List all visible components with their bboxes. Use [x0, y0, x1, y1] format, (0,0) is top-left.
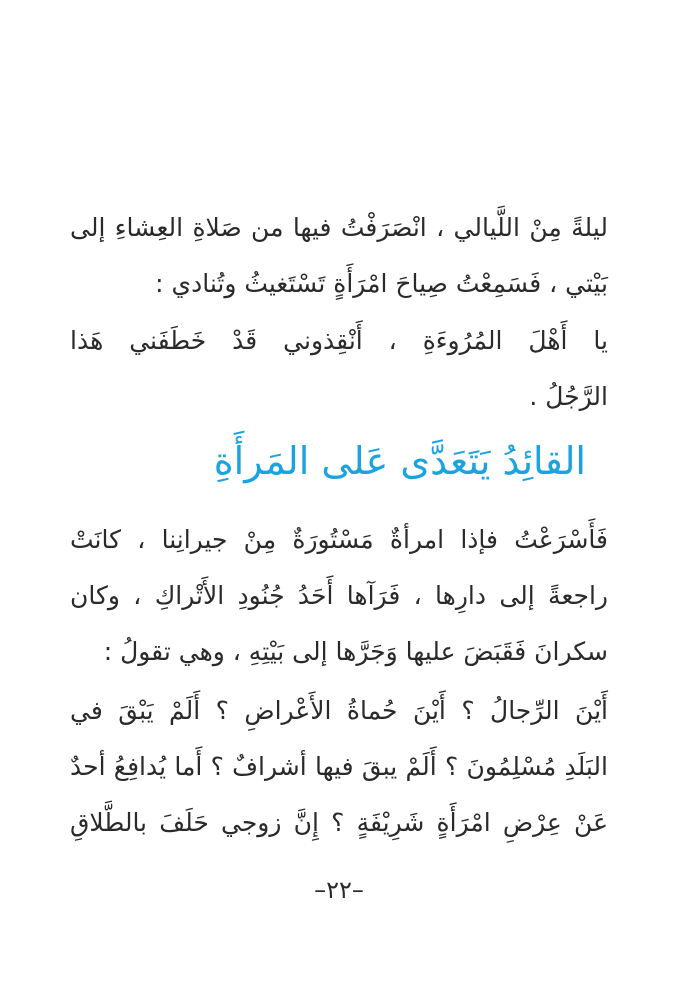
paragraph-cry	[70, 683, 608, 851]
paragraph-line: بَيْتي ، فَسَمِعْتُ صِياحَ امْرَأَةٍ تَسْتَغيثُ وتُنادي :	[155, 269, 608, 298]
paragraph-narrative	[70, 512, 608, 680]
section-heading: القائِدُ يَتَعَدَّى عَلى المَرأَةِ	[213, 439, 586, 483]
paragraph-line: يا أَهْلَ المُرُوءَةِ ، أَنْقِذوني قَدْ خَطَفَني هَذا	[70, 326, 608, 355]
paragraph-plea	[70, 313, 608, 425]
paragraph-line: الرَّجُلُ .	[529, 382, 608, 411]
paragraph-line: ليلةً مِنْ اللَّيالي ، انْصَرَفْتُ فيها من صَلاةِ العِشاءِ إلى	[70, 213, 608, 242]
paragraph-line: أَيْنَ الرِّجالُ ؟ أَيْنَ حُماةُ الأَعْراضِ ؟ أَلَمْ يَبْقَ في	[70, 696, 608, 725]
paragraph-line: راجعةً إلى دارِها ، فَرَآها أَحَدُ جُنُودِ الأَتْراكِ ، وكان	[70, 581, 608, 610]
paragraph-line: فَأَسْرَعْتُ فإذا امرأةٌ مَسْتُورَةٌ مِنْ جيرانِنا ، كانَتْ	[70, 525, 608, 554]
paragraph-line: سكرانَ فَقَبَضَ عليها وَجَرَّها إلى بَيْتِهِ ، وهي تقولُ :	[103, 637, 608, 666]
paragraph-line: البَلَدِ مُسْلِمُونَ ؟ أَلَمْ يبقَ فيها أشرافٌ ؟ أَما يُدافِعُ أحدٌ	[70, 752, 608, 781]
paragraph-line: عَنْ عِرْضِ امْرَأَةٍ شَرِيْفَةٍ ؟ إِنَّ زوجي حَلَفَ بالطَّلاقِ	[70, 808, 608, 837]
page-number: –٢٢–	[314, 876, 364, 904]
paragraph-intro	[70, 200, 608, 312]
